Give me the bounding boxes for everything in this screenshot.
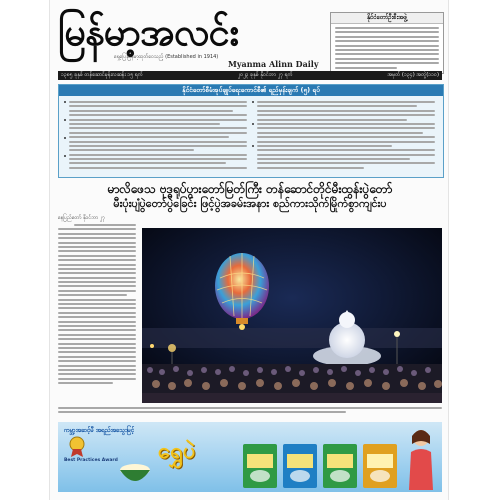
dateline-bar (58, 71, 442, 80)
headline-line-2: မီးပုံးပျံပွဲတော်ပွဲခြေင်း ဖြင့်ပွဲအခမ်းအနား စည်ကားသိုက်မြိုက်စွာကျင်းပ (113, 197, 387, 210)
product-pack (323, 444, 357, 488)
award-badge-icon (68, 436, 86, 458)
objectives-title: နိုင်ငံတော်စီမံအုပ်ချုပ်ရေးကောင်စီ၏ ရည်မှန်းချက် (၅) ရပ် (59, 85, 443, 96)
article-body-column (58, 224, 136, 386)
bullet (64, 119, 66, 121)
balloon-festival-image (142, 228, 442, 403)
bullet (64, 137, 66, 139)
product-pack (363, 444, 397, 488)
dateline-issue: အမှတ် (၁၃၄) အတွဲ(၁၁၀) (387, 72, 439, 78)
ad-award-label: Best Practices Award (64, 458, 118, 463)
editorial-text (335, 27, 439, 71)
masthead-english-title: Myanma Alinn Daily (228, 59, 319, 69)
product-pack (243, 444, 277, 488)
lead-photo (142, 228, 442, 403)
bullet (252, 123, 254, 125)
objectives-box (58, 84, 444, 178)
rice-bowl-icon (118, 462, 152, 488)
masthead (58, 9, 323, 69)
bullet (64, 155, 66, 157)
product-pack (283, 444, 317, 488)
bullet (252, 145, 254, 147)
objectives-right-text (257, 101, 435, 171)
ad-tagline: ကမ္ဘာ့အဆင့်မီ အရည်အသွေးမြင့် (64, 427, 135, 434)
headline-line-1: မာလိဖေသ ဗုဒ္ဓရုပ်ပွားတော်မြတ်ကြီး တန်ဆောင်တိုင်မီးထွန်းပွဲတော် (107, 182, 393, 196)
masthead-subtitle: ရှေ့ပြေးမြန်မာ့ထုတ်ဝေသည့် (Established in 1914) (114, 54, 219, 60)
bullet (252, 101, 254, 103)
article-dateline: နေပြည်တော် နိုဝင်ဘာ ၂၇ (58, 215, 105, 221)
dateline-lunar: ၁၃၈၅ ခုနှစ် တန်ဆောင်မုန်းလဆန်း ၁၅ ရက် (61, 72, 143, 78)
bullet (64, 101, 66, 103)
product-pack-image (283, 444, 317, 488)
product-pack-image (243, 444, 277, 488)
editorial-title: နိုင်ငံတော်ဦးစီးအဖွဲ့ (331, 13, 443, 24)
ad-brand-name: ရွှေပဲ (158, 438, 196, 464)
advertisement (58, 422, 442, 492)
masthead-title: မြန်မာ့အလင်း (58, 9, 239, 54)
main-headline (58, 182, 442, 211)
photo-caption (58, 405, 442, 419)
product-pack-image (323, 444, 357, 488)
product-pack-image (363, 444, 397, 488)
objectives-left-text (69, 101, 247, 171)
model-woman-image (406, 426, 436, 490)
newspaper-page (50, 0, 448, 500)
editorial-box (330, 12, 444, 74)
dateline-date: ၂၀၂၃ ခုနှစ် နိုဝင်ဘာ ၂၇ ရက် (237, 72, 293, 78)
